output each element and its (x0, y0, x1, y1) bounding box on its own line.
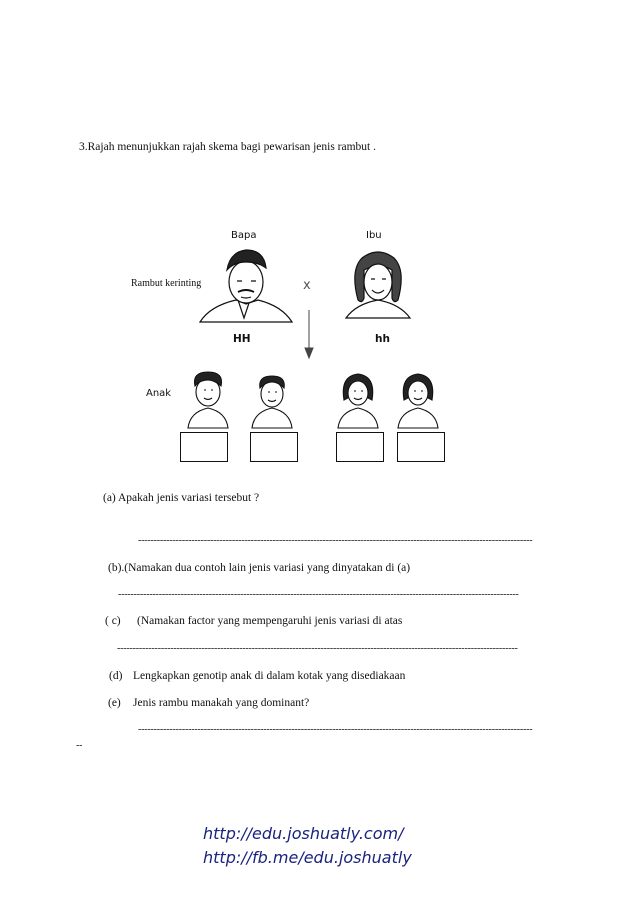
mother-illustration (346, 252, 410, 318)
footer-link-facebook[interactable]: http://fb.me/edu.joshuatly (203, 848, 412, 867)
question-a: (a) Apakah jenis variasi tersebut ? (103, 492, 260, 504)
mother-genotype: hh (375, 333, 390, 345)
child-3-illustration (338, 374, 378, 428)
father-illustration (200, 250, 292, 322)
question-d-label: (d) (109, 670, 123, 682)
cross-arrow (305, 310, 313, 358)
question-title: 3.Rajah menunjukkan rajah skema bagi pewarisan jenis rambut . (79, 141, 376, 153)
question-b: (b).(Namakan dua contoh lain jenis variasi yang dinyatakan di (a) (108, 562, 411, 574)
genotype-answer-box-4[interactable] (397, 432, 445, 462)
genotype-answer-box-2[interactable] (250, 432, 298, 462)
answer-line-c[interactable]: -------------------------------------------------------------------------------------------------------------------------------- (117, 643, 518, 654)
question-e: Jenis rambu manakah yang dominant? (133, 697, 310, 709)
answer-line-e[interactable]: ------------------------------------------------------------------------------------------------------------------------------ (138, 724, 533, 735)
child-2-illustration (252, 376, 292, 428)
footer-link-website[interactable]: http://edu.joshuatly.com/ (203, 824, 404, 843)
trait-label: Rambut kerinting (131, 278, 202, 289)
question-d: Lengkapkan genotip anak di dalam kotak yang disediakaan (133, 670, 406, 682)
genotype-answer-box-1[interactable] (180, 432, 228, 462)
question-c-label: ( c) (105, 615, 121, 627)
answer-line-b[interactable]: -------------------------------------------------------------------------------------------------------------------------------- (118, 589, 519, 600)
answer-line-a[interactable]: ------------------------------------------------------------------------------------------------------------------------------ (138, 535, 533, 546)
child-4-illustration (398, 374, 438, 428)
children-label: Anak (146, 388, 172, 399)
child-1-illustration (188, 372, 228, 428)
mother-label: Ibu (366, 230, 382, 241)
answer-line-e-tail: -- (76, 740, 83, 751)
cross-symbol: x (303, 278, 311, 293)
question-c: (Namakan factor yang mempengaruhi jenis variasi di atas (137, 615, 403, 627)
father-label: Bapa (231, 230, 257, 241)
father-genotype: HH (233, 333, 251, 345)
genotype-answer-box-3[interactable] (336, 432, 384, 462)
question-e-label: (e) (108, 697, 121, 709)
